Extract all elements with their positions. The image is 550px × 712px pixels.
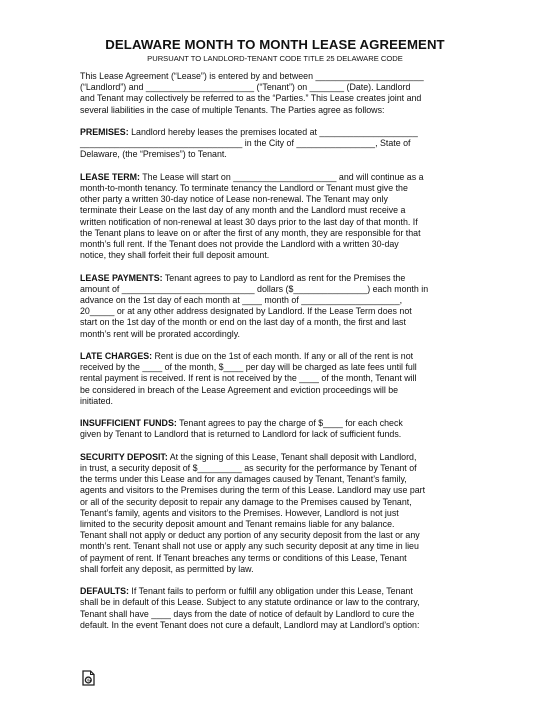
insufficient-funds-heading: INSUFFICIENT FUNDS: <box>80 418 177 429</box>
document-subtitle: PURSUANT TO LANDLORD-TENANT CODE TITLE 25 DELAWARE CODE <box>147 54 403 63</box>
eforms-logo-icon <box>82 670 95 686</box>
lease-term-text: The Lease will start on _____________________ and will continue as a month-to-month tenancy. To terminate tenancy the Landlord or Tenant must give the other party a written 30-day notice of Lease non-renewal. The Tenant may only terminate their Lease on the last day of any month and the Landlord must receive a written notification of non-renewal at least 30 days prior to the last day of that month. If the Tenant plans to leave on or after the first of any month, they are responsible for that month’s full rent. If the Tenant does not provide the Landlord with a written 30-day notice, they shall forfeit their full deposit amount. <box>80 171 424 261</box>
late-charges-paragraph <box>80 351 472 407</box>
security-deposit-paragraph <box>80 452 472 575</box>
insufficient-funds-text: Tenant agrees to pay the charge of $____ for each check given by Tenant to Landlord that is returned to Landlord for lack of sufficient funds. <box>80 418 403 440</box>
insufficient-funds-paragraph <box>80 418 472 440</box>
lease-payments-text: Tenant agrees to pay to Landlord as rent for the Premises the amount of ___________________________ dollars ($_______________) each month in advance on the 1st day of each month at ____ month of ____________________, 20_____ or at any other address designated by Landlord. If the Lease Term does not start on the 1st day of the month or end on the last day of a month, the first and last month’s rent will be prorated accordingly. <box>80 272 429 339</box>
lease-payments-paragraph <box>80 273 472 340</box>
document-title: DELAWARE MONTH TO MONTH LEASE AGREEMENT <box>105 37 445 52</box>
late-charges-text: Rent is due on the 1st of each month. If any or all of the rent is not received by the ____ of the month, $____ per day will be charged as late fees until full rental payment is received. If rent is not received by the ____ of the month, Tenant will be considered in breach of the Lease Agreement and eviction proceedings will be initiated. <box>80 351 417 406</box>
security-deposit-heading: SECURITY DEPOSIT: <box>80 451 168 462</box>
late-charges-heading: LATE CHARGES: <box>80 351 153 362</box>
intro-paragraph: This Lease Agreement (“Lease”) is entered by and between ______________________ (“Landlord”) and ______________________ (“Tenant”) on _______ (Date). Landlord and Tenant may collectively be referred to as the “Parties.” This Lease creates joint and several liabilities in the case of multiple Tenants. The Parties agree as follows: <box>80 71 424 115</box>
lease-term-paragraph <box>80 172 472 262</box>
defaults-heading: DEFAULTS: <box>80 586 129 597</box>
security-deposit-text: At the signing of this Lease, Tenant shall deposit with Landlord, in trust, a security deposit of $_________ as security for the performance by Tenant of the terms under this Lease and for any damages caused by Tenant, Tenant’s family, agents and visitors to the Premises during the term of this Lease. Landlord may use part or all of the security deposit to repair any damage to the Premises caused by Tenant, Tenant’s family, agents and visitors to the Premises. However, Landlord is not just limited to the security deposit amount and Tenant remains liable for any balance. Tenant shall not apply or deduct any portion of any security deposit from the last or any month’s rent. Tenant shall not use or apply any such security deposit at any time in lieu of payment of rent. If Tenant breaches any terms or conditions of this Lease, Tenant shall forfeit any deposit, as permitted by law. <box>80 451 426 574</box>
premises-heading: PREMISES: <box>80 127 129 137</box>
lease-term-heading: LEASE TERM: <box>80 171 140 182</box>
defaults-text: If Tenant fails to perform or fulfill any obligation under this Lease, Tenant shall be in default of this Lease. Subject to any statute ordinance or law to the contrary, Tenant shall have ____ days from the date of notice of default by Landlord to cure the default. In the event Tenant does not cure a default, Landlord may at Landlord’s option: <box>80 586 420 630</box>
defaults-paragraph <box>80 586 472 631</box>
premises-paragraph <box>80 127 472 161</box>
premises-text: Landlord hereby leases the premises located at ____________________ _________________________________ in the City of ________________, State of Delaware, (the “Premises”) to Tenant. <box>80 127 418 160</box>
lease-payments-heading: LEASE PAYMENTS: <box>80 272 163 283</box>
document-body <box>80 71 472 642</box>
